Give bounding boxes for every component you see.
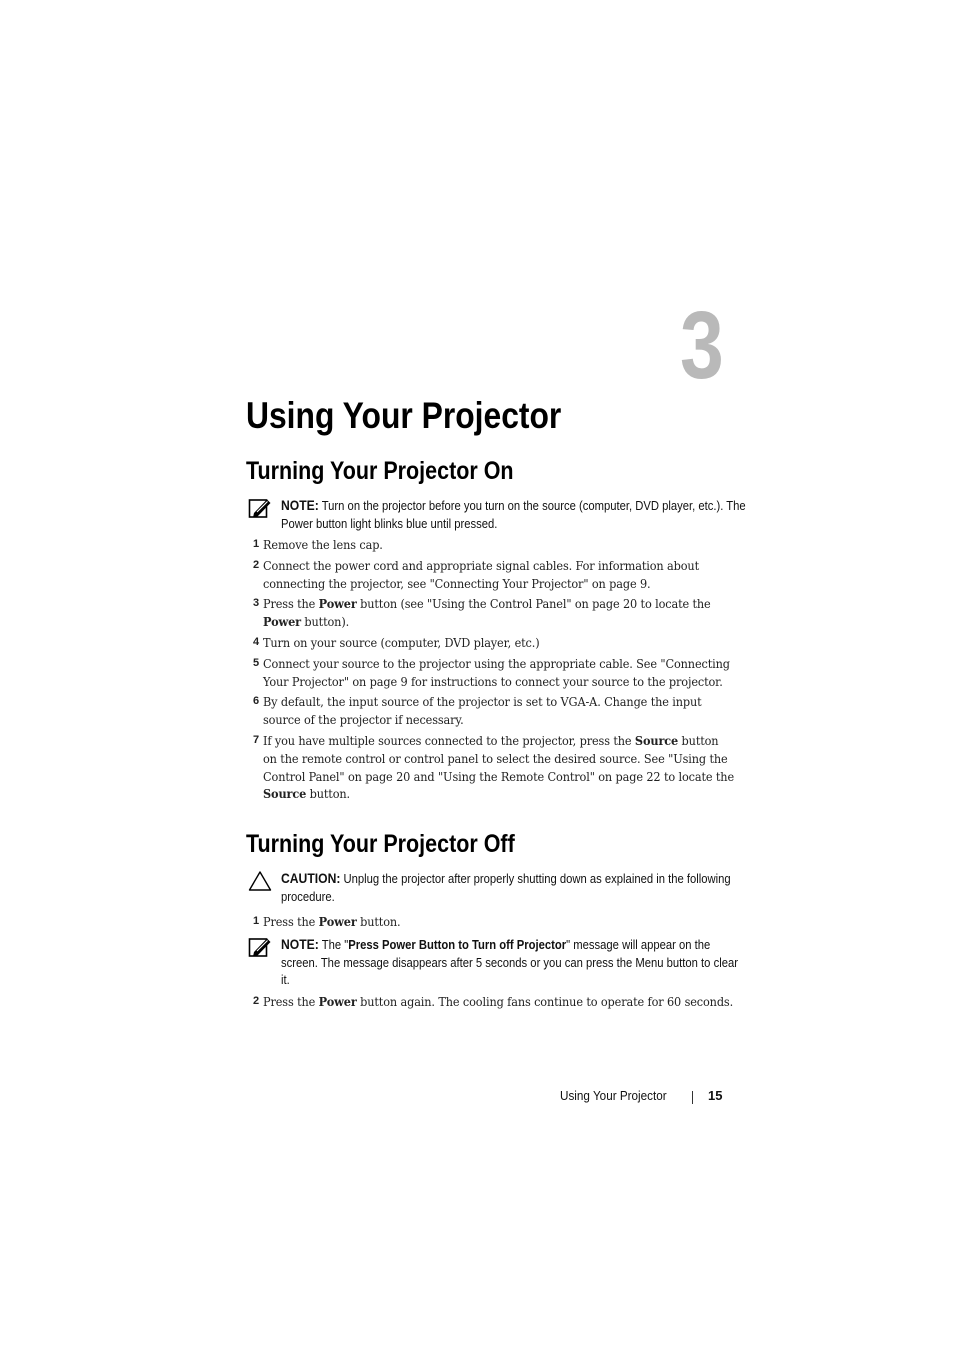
pencil-note-icon: [248, 936, 272, 958]
footer-divider: [692, 1091, 693, 1104]
list-item: 6 By default, the input source of the projector is set to VGA-A. Change the input source of the projector if necessary.: [253, 694, 702, 728]
list-item: 7 If you have multiple sources connected to the projector, press the Source button on the remote control or control panel to select the desired source. See "Using the Control Panel" on page 20 and "Using the Remote Control" on page 22 to locate the Source button.: [253, 732, 735, 802]
list-item: 1 Press the Power button.: [253, 914, 401, 929]
turn-off-step-1: [253, 913, 735, 931]
page-footer: [560, 1088, 723, 1103]
chapter-title: Using Your Projector: [246, 395, 562, 436]
footer-chapter-title: Using Your Projector: [560, 1088, 667, 1103]
pencil-note-icon: [248, 497, 272, 519]
turn-on-steps: [253, 536, 735, 803]
list-item: 2 Connect the power cord and appropriate signal cables. For information about connecting the projector, see "Connecting Your Projector" on page 9.: [253, 557, 699, 591]
section-title-turning-off: Turning Your Projector Off: [246, 830, 515, 858]
power-message: Press Power Button to Turn off Projector: [348, 938, 567, 952]
list-item: 3 Press the Power button (see "Using the Control Panel" on page 20 to locate the Power button).: [253, 596, 711, 630]
note-power-message: NOTE: The "Press Power Button to Turn off Projector" message will appear on the screen. The message disappears after 5 seconds or you can press the Menu button to clear it.: [248, 936, 728, 990]
list-item: 4 Turn on your source (computer, DVD player, etc.): [253, 634, 540, 650]
power-key: Power: [281, 516, 313, 531]
section-title-turning-on: Turning Your Projector On: [246, 457, 514, 485]
turn-off-step-2: [253, 993, 735, 1011]
caution-unplug: CAUTION: Unplug the projector after properly shutting down as explained in the following procedure.: [248, 870, 728, 906]
note-label: NOTE:: [281, 498, 319, 513]
chapter-number: 3: [680, 292, 723, 399]
caution-label: CAUTION:: [281, 871, 341, 886]
menu-key: Menu: [635, 955, 664, 970]
note-label: NOTE:: [281, 937, 319, 952]
page-number: 15: [708, 1088, 723, 1103]
list-item: 1 Remove the lens cap.: [253, 537, 383, 552]
caution-triangle-icon: [248, 870, 272, 892]
list-item: 2 Press the Power button again. The cooling fans continue to operate for 60 seconds.: [253, 994, 734, 1009]
note-turn-on: NOTE: Turn on the projector before you turn on the source (computer, DVD player, etc.). The Power button light blinks blue until pressed.: [248, 497, 728, 533]
list-item: 5 Connect your source to the projector using the appropriate cable. See "Connecting Your Projector" on page 9 for instructions to connect your source to the projector.: [253, 655, 730, 689]
